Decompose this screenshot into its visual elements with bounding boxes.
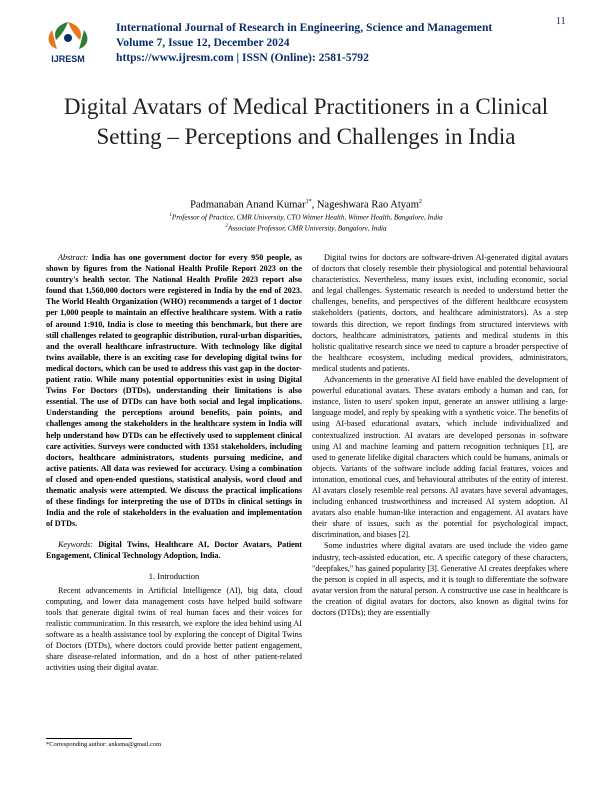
abstract-label: Abstract:: [58, 253, 89, 262]
abstract-text: India has one government doctor for every 950 people, as shown by figures from the National Health Profile Report 2023 on the country's health sector. The National Health Profile 2023 report also found that 1,560,000 doctors were registered in India by the end of 2023. The World Health Organization (WHO) recommends a target of 1 doctor per 1,000 people to maintain an effective healthcare system. With a ratio of around 1:910, India is close to meeting this benchmark, but there are still challenges related to geographic distribution, rural-urban disparities, and the overall healthcare infrastructure. With technology like digital twins available, there is an exciting case for developing digital twins for medical doctors, which can be used to address this vast gap in the doctor-patient ratio. While many potential opportunities exist in using Digital Twins For Doctors (DTDs), understanding their limitations is also essential. The use of DTDs can have both social and legal implications. Understanding the perceptions around benefits, pain points, and challenges among the stakeholders in the healthcare system in India will help understand how DTDs can be effectively used to supplement clinical care activities. Surveys were conducted with 1351 stakeholders, including doctors, healthcare administrators, students pursuing medicine, and active patients. All data was reviewed for accuracy. Using a combination of closed and open-ended questions, statistical analysis, word cloud and thematic analysis were attempted. We discuss the practical implications of these findings for interpreting the use of DTDs in clinical settings in India and the role of stakeholders in the evaluation and implementation of DTDs.: [46, 253, 302, 529]
keywords: [46, 539, 302, 561]
paper-title: Digital Avatars of Medical Practitioners in a Clinical Setting – Perceptions and Challenges in India: [63, 94, 549, 149]
journal-name: International Journal of Research in Engineering, Science and Management: [116, 21, 493, 34]
author-name: Nageshwara Rao Atyam: [316, 199, 419, 211]
journal-url-issn[interactable]: https://www.ijresm.com | ISSN (Online): 2581-5792: [116, 51, 369, 64]
author-separator: ,: [311, 199, 317, 211]
paragraph: Some industries where digital avatars are used include the video game industry, tech-assisted education, etc. A specific category of these characters, "deepfakes," has gained popularity [3]. Generative AI creates deepfakes where the person is copied in all aspects, and it is tough to differentiate the software avatar version from the natural person. A constructive use case in healthcare is the creation of digital avatars for doctors, also known as digital twins for doctors (DTDs); they are essentially: [312, 541, 568, 617]
svg-text:IJRESM: IJRESM: [51, 54, 85, 64]
paragraph: Digital twins for doctors are software-driven AI-generated digital avatars of doctors that closely resemble their physiological and potential behavioural characteristics. Nevertheless, many issues exist, including economic, social and legal challenges. Systematic research is needed to understand better the challenges, benefits, and perspectives of the different healthcare ecosystem stakeholders (patients, doctors, and healthcare administrators). As a step towards this direction, we report findings from structured interviews with doctors, healthcare administrators, patients and medical students in this holistic qualitative research since we need to capture a broader perspective of the healthcare ecosystem, including medical providers, administrators, medical students and patients.: [312, 253, 568, 373]
footnote: *Corresponding author: anksma@gmail.com: [46, 741, 162, 748]
author-superscript: 1*: [305, 199, 312, 205]
journal-header: [24, 16, 584, 68]
affiliation-1: $^1$Professor of Practice, CMR University, CTO Witmer Health, Witmer Health, Bangalore, India: [169, 213, 443, 222]
author-line: [60, 196, 552, 212]
paragraph: Recent advancements in Artificial Intelligence (AI), big data, cloud computing, and lower data management costs have helped build software tools that generate digital twins of real human faces and their voices for realistic communication. In this research, we explore the idea behind using AI software as a health assistance tool by exploring the concept of Digital Twins of Doctors (DTDs), where doctors could provide better patient engagement, share disease-related information, and do a host of other patient-related activities using their digital avatar.: [46, 585, 302, 673]
author-name: Padmanaban Anand Kumar: [190, 199, 306, 211]
page-number: 11: [556, 16, 566, 27]
author-superscript: 2: [418, 199, 422, 205]
keywords-label: Keywords:: [58, 540, 93, 550]
paragraph: Advancements in the generative AI field have enabled the development of powerful educational avatars. These avatars embody a human and can, for instance, listen to users' spoken input, generate an answer utilising a large-language model, and reply by speaking with a synthetic voice. The benefits of using AI-based educational avatars, which include individualized and contextualized instruction. AI avatars are developed personas in software using AI and machine learning and pattern recognition techniques [1], are used to generate lifelike digital characters which could be humans, animals or objects. Variants of the software include adding facial features, voices and intonation, emotional cues, and behavioural attributes of the entity of interest. AI avatars closely resemble real persons. AI avatars have several advantages, including enhanced trustworthiness and increased AI system adoption. AI avatars also enable human-like interaction and engagement. AI avatars have their share of issues, such as the potential for psychological impact, discrimination, and biases [2].: [312, 375, 568, 540]
abstract: [46, 252, 302, 529]
left-column: [46, 252, 302, 673]
affiliation-2: $^2$Associate Professor, CMR University, Bangalore, India: [225, 224, 387, 233]
volume-issue: Volume 7, Issue 12, December 2024: [116, 36, 290, 49]
keywords-text: Digital Twins, Healthcare AI, Doctor Avatars, Patient Engagement, Clinical Technology Adoption, India.: [46, 540, 303, 561]
footnote-divider: [46, 738, 132, 739]
right-column: [312, 252, 568, 618]
ijresm-logo: [24, 16, 112, 66]
section-heading: 1. Introduction: [148, 570, 200, 581]
